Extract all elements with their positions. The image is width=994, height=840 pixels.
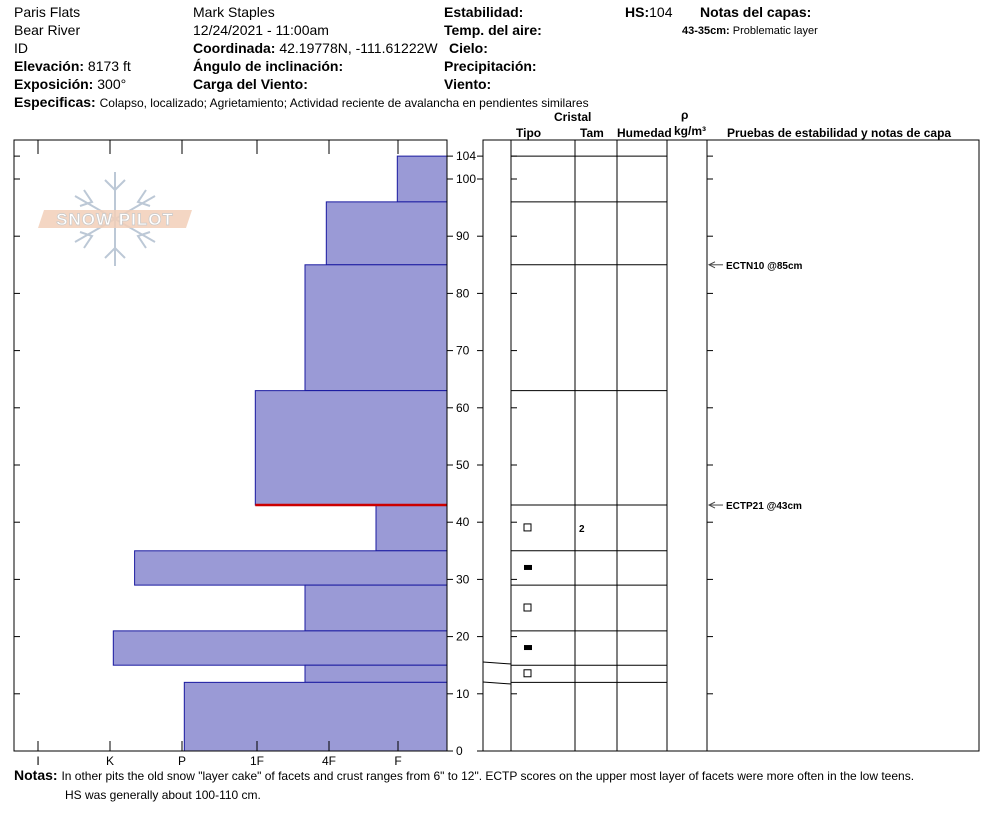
hs-value: 104 xyxy=(649,4,673,20)
depth-label: 90 xyxy=(456,229,470,244)
test-label: ECTP21 @43cm xyxy=(726,501,802,513)
grain-filled-rect xyxy=(524,645,532,650)
notes-label: Notas: xyxy=(14,767,58,783)
hardness-bar xyxy=(376,505,447,551)
layer-frame xyxy=(483,140,979,751)
stability-tests xyxy=(709,261,803,512)
depth-label: 10 xyxy=(456,686,470,701)
stability-label: Estabilidad: xyxy=(444,4,524,20)
depth-label: 100 xyxy=(456,172,477,186)
hardness-bar xyxy=(184,682,447,751)
specifics-value: Colapso, localizado; Agrietamiento; Actividad reciente de avalancha en pendientes similares xyxy=(99,96,589,110)
layer-connector xyxy=(483,662,511,664)
grain-filled-rect xyxy=(524,565,532,570)
depth-label: 0 xyxy=(456,744,463,758)
depth-label: 50 xyxy=(456,458,470,472)
depth-label: 20 xyxy=(456,629,470,644)
size-header: Tam xyxy=(580,126,604,140)
hardness-label: P xyxy=(177,754,187,768)
observation-datetime: 12/24/2021 - 11:00am xyxy=(193,22,329,38)
hardness-label: 4F xyxy=(321,754,337,768)
hardness-bar xyxy=(305,665,447,682)
grain-markers xyxy=(524,524,585,677)
id-label: ID xyxy=(14,40,28,56)
hardness-label: F xyxy=(394,754,402,768)
hardness-bar xyxy=(305,265,447,391)
wind-label: Viento: xyxy=(444,76,492,92)
wind-load-label: Carga del Viento: xyxy=(193,76,308,92)
hardness-bar xyxy=(326,202,447,265)
hardness-bar xyxy=(397,156,447,202)
depth-label: 30 xyxy=(456,572,470,587)
notes-line-1: In other pits the old snow "layer cake" of facets and crust ranges from 6" to 12". ECTP scores on the upper most layer of facets were more often in the low teens. xyxy=(61,769,915,783)
crystal-header: Cristal xyxy=(554,110,592,124)
grain-open-square xyxy=(524,670,531,677)
hs-label: HS: xyxy=(625,4,650,20)
range-name: Bear River xyxy=(14,22,81,38)
rho-header: ρ xyxy=(681,108,689,122)
density-unit-header: kg/m³ xyxy=(674,124,707,138)
hardness-bar xyxy=(255,391,447,505)
precip-label: Precipitación: xyxy=(444,58,537,74)
sky-label: Cielo: xyxy=(449,40,488,56)
hardness-label: 1F xyxy=(249,754,265,768)
specifics-label: Especificas: xyxy=(14,94,96,110)
test-label: ECTN10 @85cm xyxy=(726,260,803,272)
coord-value: 42.19778N, -111.61222W xyxy=(279,40,438,56)
hardness-label: K xyxy=(105,754,115,768)
hardness-label: I xyxy=(36,754,40,768)
elevation-label: Elevación: xyxy=(14,58,85,74)
coord-label: Coordinada: xyxy=(193,40,276,56)
slope-label: Ángulo de inclinación: xyxy=(193,58,344,74)
tests-header: Pruebas de estabilidad y notas de capa xyxy=(727,126,952,140)
aspect-value: 300° xyxy=(97,76,127,92)
hardness-bar xyxy=(113,631,447,665)
elevation-value: 8173 ft xyxy=(87,58,131,74)
layer-notes-label: Notas del capas: xyxy=(700,4,812,20)
type-header: Tipo xyxy=(516,126,542,140)
aspect-label: Exposición: xyxy=(14,76,94,92)
hardness-bar xyxy=(135,551,447,585)
layer-connector xyxy=(483,682,511,684)
grain-size: 2 xyxy=(579,523,585,535)
location-name: Paris Flats xyxy=(14,4,81,20)
snowpilot-logo xyxy=(38,172,192,266)
depth-label: 104 xyxy=(456,149,477,164)
observer-name: Mark Staples xyxy=(193,4,275,20)
logo-text: SNOW PILOT xyxy=(56,210,174,229)
depth-label: 80 xyxy=(456,286,470,301)
air-temp-label: Temp. del aire: xyxy=(444,22,542,38)
hardness-bar xyxy=(305,585,447,631)
hardness-bars xyxy=(113,156,447,751)
depth-label: 40 xyxy=(456,515,470,530)
grain-open-square xyxy=(524,604,531,611)
grain-open-square xyxy=(524,524,531,531)
moisture-header: Humedad xyxy=(617,126,672,140)
depth-label: 60 xyxy=(456,400,470,415)
depth-label: 70 xyxy=(456,343,470,358)
layer-note-text: Problematic layer xyxy=(732,25,818,37)
notes-line-2: HS was generally about 100-110 cm. xyxy=(65,788,261,802)
notes-row xyxy=(14,767,914,784)
layer-note-range: 43-35cm: xyxy=(682,25,730,37)
